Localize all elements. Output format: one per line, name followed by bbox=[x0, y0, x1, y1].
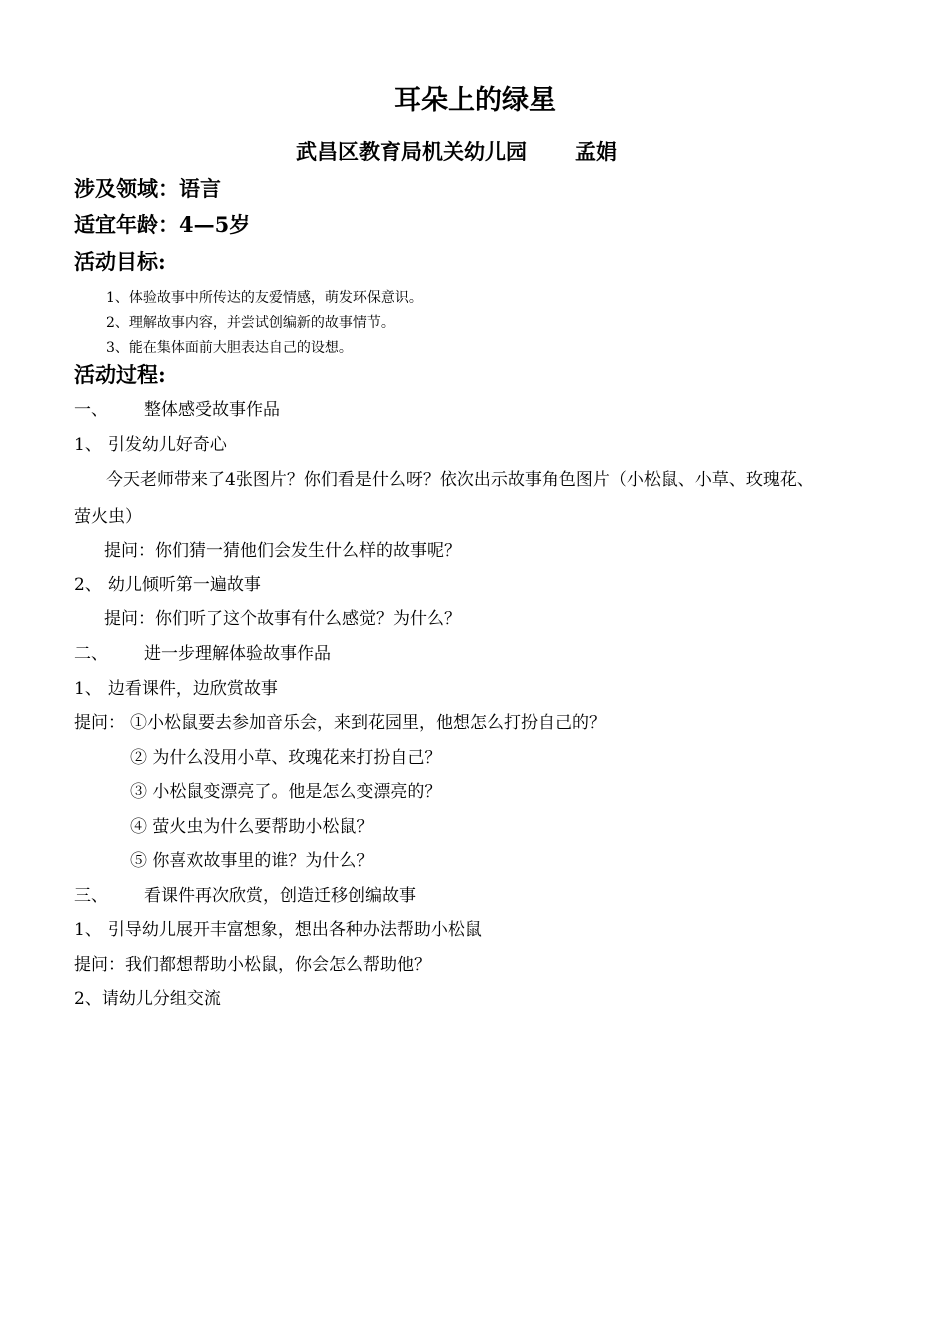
section-number: 三、 bbox=[74, 886, 108, 906]
story-intro-paragraph: 今天老师带来了4张图片？你们看是什么呀？依次出示故事角色图片（小松鼠、小草、玫瑰花、 bbox=[106, 470, 814, 490]
step-number: 2、 bbox=[74, 575, 102, 595]
question-line: 提问：你们听了这个故事有什么感觉？为什么？ bbox=[104, 609, 461, 629]
step-text: 幼儿倾听第一遍故事 bbox=[107, 575, 261, 595]
author-organization: 武昌区教育局机关幼儿园 bbox=[296, 139, 527, 164]
question-item-5: ⑤ 你喜欢故事里的谁？为什么？ bbox=[130, 851, 374, 871]
story-intro-paragraph-cont: 萤火虫） bbox=[74, 507, 142, 527]
goal-item-2: 2、理解故事内容，并尝试创编新的故事情节。 bbox=[106, 315, 395, 331]
step-text: 引导幼儿展开丰富想象，想出各种办法帮助小松鼠 bbox=[107, 920, 482, 940]
goal-item-3: 3、能在集体面前大胆表达自己的设想。 bbox=[106, 340, 353, 356]
question-label: 提问： bbox=[74, 713, 125, 733]
goal-item-1: 1、体验故事中所传达的友爱情感，萌发环保意识。 bbox=[106, 290, 423, 306]
process-heading: 活动过程: bbox=[74, 362, 166, 387]
section-title: 整体感受故事作品 bbox=[144, 400, 280, 420]
author-line bbox=[296, 138, 617, 166]
document-title: 耳朵上的绿星 bbox=[394, 85, 556, 116]
step-2-1 bbox=[74, 678, 278, 700]
step-number: 1、 bbox=[74, 435, 102, 455]
step-number: 1、 bbox=[74, 920, 102, 940]
question-line: 提问：你们猜一猜他们会发生什么样的故事呢？ bbox=[104, 541, 461, 561]
section-2-heading bbox=[74, 643, 331, 665]
step-3-1 bbox=[74, 919, 482, 941]
step-3-2: 2、请幼儿分组交流 bbox=[74, 989, 221, 1009]
step-1-1 bbox=[74, 434, 227, 456]
step-text: 边看课件，边欣赏故事 bbox=[107, 679, 278, 699]
section-1-heading bbox=[74, 399, 280, 421]
question-item-4: ④ 萤火虫为什么要帮助小松鼠？ bbox=[130, 817, 374, 837]
goals-heading: 活动目标: bbox=[74, 249, 166, 274]
author-name: 孟娟 bbox=[575, 139, 617, 164]
section-number: 二、 bbox=[74, 644, 108, 664]
domain-line: 涉及领域：语言 bbox=[74, 176, 221, 201]
step-number: 1、 bbox=[74, 679, 102, 699]
question-item-2: ② 为什么没用小草、玫瑰花来打扮自己？ bbox=[130, 748, 442, 768]
step-1-2 bbox=[74, 574, 261, 596]
section-title: 进一步理解体验故事作品 bbox=[144, 644, 331, 664]
age-line: 适宜年龄：4—5岁 bbox=[74, 212, 251, 237]
question-item-3: ③ 小松鼠变漂亮了。他是怎么变漂亮的？ bbox=[130, 782, 442, 802]
section-3-heading bbox=[74, 885, 416, 907]
question-line: 提问：我们都想帮助小松鼠，你会怎么帮助他？ bbox=[74, 955, 431, 975]
section-number: 一、 bbox=[74, 400, 108, 420]
question-item-1: ①小松鼠要去参加音乐会，来到花园里，他想怎么打扮自己的？ bbox=[130, 713, 606, 733]
section-title: 看课件再次欣赏，创造迁移创编故事 bbox=[144, 886, 416, 906]
step-text: 引发幼儿好奇心 bbox=[107, 435, 227, 455]
